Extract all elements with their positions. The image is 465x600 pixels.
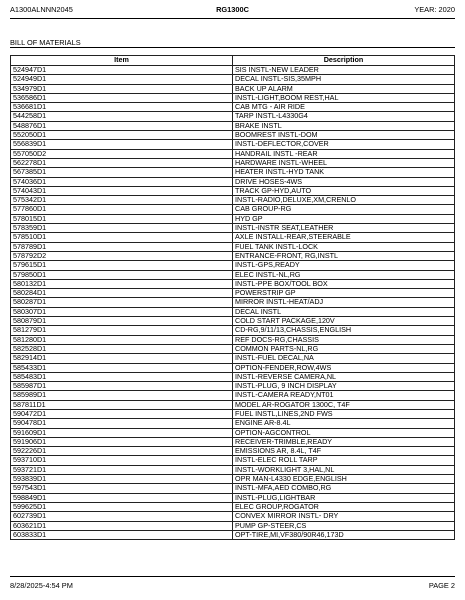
table-row [11, 521, 455, 530]
item-number-cell: 603833D1 [11, 530, 233, 539]
table-row [11, 372, 455, 381]
table-row [11, 484, 455, 493]
item-number-cell: 590472D1 [11, 409, 233, 418]
item-description-cell: FUEL INSTL,LINES,2ND FWS [233, 409, 455, 418]
item-number-cell: 575342D1 [11, 196, 233, 205]
model-name: RG1300C [216, 5, 249, 14]
item-description-cell: ELEC GROUP,ROGATOR [233, 502, 455, 511]
item-description-cell: CONVEX MIRROR INSTL- DRY [233, 512, 455, 521]
item-description-cell: PUMP GP-STEER,CS [233, 521, 455, 530]
item-number-cell: 574043D1 [11, 186, 233, 195]
item-description-cell: OPR MAN-L4330 EDGE,ENGLISH [233, 475, 455, 484]
item-number-cell: 592226D1 [11, 447, 233, 456]
item-description-cell: POWERSTRIP GP [233, 289, 455, 298]
table-row [11, 512, 455, 521]
table-row [11, 344, 455, 353]
table-row [11, 112, 455, 121]
item-number-cell: 581280D1 [11, 335, 233, 344]
table-row [11, 465, 455, 474]
item-number-cell: 574036D1 [11, 177, 233, 186]
table-row [11, 502, 455, 511]
item-description-cell: COLD START PACKAGE,120V [233, 317, 455, 326]
item-number-cell: 593710D1 [11, 456, 233, 465]
item-number-cell: 582914D1 [11, 354, 233, 363]
item-description-cell: SIS INSTL-NEW LEADER [233, 66, 455, 75]
item-number-cell: 591609D1 [11, 428, 233, 437]
item-description-cell: COMMON PARTS-NL,RG [233, 344, 455, 353]
table-row [11, 196, 455, 205]
item-number-cell: 580132D1 [11, 279, 233, 288]
table-row [11, 205, 455, 214]
item-description-cell: ENTRANCE-FRONT, RG,INSTL [233, 251, 455, 260]
table-row [11, 317, 455, 326]
item-description-cell: INSTL-REVERSE CAMERA,NL [233, 372, 455, 381]
item-description-cell: BACK UP ALARM [233, 84, 455, 93]
item-description-cell: ENGINE AR-8.4L [233, 419, 455, 428]
table-row [11, 121, 455, 130]
item-number-cell: 587811D1 [11, 400, 233, 409]
table-row [11, 84, 455, 93]
item-number-cell: 602739D1 [11, 512, 233, 521]
table-row [11, 289, 455, 298]
table-row [11, 103, 455, 112]
footer-rule [10, 576, 455, 577]
table-row [11, 224, 455, 233]
item-description-cell: TRACK GP-HYD,AUTO [233, 186, 455, 195]
table-header-row [11, 56, 455, 66]
item-number-cell: 562278D1 [11, 158, 233, 167]
item-number-cell: 536586D1 [11, 93, 233, 102]
item-number-cell: 590478D1 [11, 419, 233, 428]
item-number-cell: 578789D1 [11, 242, 233, 251]
table-row [11, 428, 455, 437]
item-number-cell: 534979D1 [11, 84, 233, 93]
model-year: YEAR: 2020 [414, 5, 455, 14]
item-description-cell: AXLE INSTALL-REAR,STEERABLE [233, 233, 455, 242]
column-header-item: Item [11, 56, 233, 66]
item-description-cell: OPTION-FENDER,ROW,4WS [233, 363, 455, 372]
table-row [11, 186, 455, 195]
item-number-cell: 585433D1 [11, 363, 233, 372]
item-description-cell: INSTL-PPE BOX/TOOL BOX [233, 279, 455, 288]
print-timestamp: 8/28/2025-4:54 PM [10, 581, 73, 590]
item-description-cell: TARP INSTL-L4330G4 [233, 112, 455, 121]
item-number-cell: 585987D1 [11, 382, 233, 391]
item-description-cell: INSTL-WORKLIGHT 3,HAL,NL [233, 465, 455, 474]
item-description-cell: INSTL-RADIO,DELUXE,XM,CRENLO [233, 196, 455, 205]
item-number-cell: 597543D1 [11, 484, 233, 493]
table-row [11, 75, 455, 84]
item-description-cell: INSTL-ELEC ROLL TARP [233, 456, 455, 465]
item-number-cell: 578792D2 [11, 251, 233, 260]
item-description-cell: OPTION-AGCONTROL [233, 428, 455, 437]
item-number-cell: 580307D1 [11, 307, 233, 316]
item-description-cell: HYD GP [233, 214, 455, 223]
table-row [11, 140, 455, 149]
table-row [11, 158, 455, 167]
item-description-cell: ELEC INSTL-NL,RG [233, 270, 455, 279]
table-row [11, 242, 455, 251]
item-description-cell: OPT-TIRE,MI,VF380/90R46,173D [233, 530, 455, 539]
item-number-cell: 598849D1 [11, 493, 233, 502]
table-row [11, 270, 455, 279]
table-row [11, 233, 455, 242]
item-number-cell: 593721D1 [11, 465, 233, 474]
page-footer [10, 580, 455, 592]
item-description-cell: HEATER INSTL-HYD TANK [233, 168, 455, 177]
item-number-cell: 567385D1 [11, 168, 233, 177]
table-row [11, 93, 455, 102]
item-number-cell: 548876D1 [11, 121, 233, 130]
item-number-cell: 578359D1 [11, 224, 233, 233]
item-description-cell: INSTL-PLUG,LIGHTBAR [233, 493, 455, 502]
item-number-cell: 544258D1 [11, 112, 233, 121]
item-number-cell: 524947D1 [11, 66, 233, 75]
document-id: A1300ALNNN2045 [10, 5, 73, 14]
section-rule [10, 47, 455, 48]
item-description-cell: INSTL-LIGHT,BOOM REST,HAL [233, 93, 455, 102]
item-description-cell: HANDRAIL INSTL -REAR [233, 149, 455, 158]
item-description-cell: INSTL-DEFLECTOR,COVER [233, 140, 455, 149]
table-row [11, 251, 455, 260]
bom-table-body [11, 66, 455, 540]
section-title: BILL OF MATERIALS [10, 38, 81, 47]
item-number-cell: 585483D1 [11, 372, 233, 381]
table-row [11, 475, 455, 484]
table-row [11, 419, 455, 428]
item-description-cell: INSTL-CAMERA READY,NT01 [233, 391, 455, 400]
item-description-cell: REF DOCS-RG,CHASSIS [233, 335, 455, 344]
table-row [11, 168, 455, 177]
item-description-cell: INSTL-FUEL DECAL,NA [233, 354, 455, 363]
item-number-cell: 580287D1 [11, 298, 233, 307]
item-description-cell: CD-RG,9/11/13,CHASSIS,ENGLISH [233, 326, 455, 335]
table-row [11, 363, 455, 372]
item-number-cell: 581279D1 [11, 326, 233, 335]
item-description-cell: MODEL AR-ROGATOR 1300C, T4F [233, 400, 455, 409]
table-row [11, 354, 455, 363]
item-description-cell: HARDWARE INSTL-WHEEL [233, 158, 455, 167]
table-row [11, 335, 455, 344]
item-description-cell: CAB GROUP-RG [233, 205, 455, 214]
item-number-cell: 578510D1 [11, 233, 233, 242]
item-number-cell: 579615D1 [11, 261, 233, 270]
table-row [11, 400, 455, 409]
table-row [11, 391, 455, 400]
item-description-cell: FUEL TANK INSTL-LOCK [233, 242, 455, 251]
table-row [11, 307, 455, 316]
item-number-cell: 557050D2 [11, 149, 233, 158]
table-row [11, 131, 455, 140]
column-header-description: Description [233, 56, 455, 66]
item-description-cell: EMISSIONS AR, 8.4L, T4F [233, 447, 455, 456]
item-description-cell: INSTL-INSTR SEAT,LEATHER [233, 224, 455, 233]
item-description-cell: DECAL INSTL [233, 307, 455, 316]
table-row [11, 214, 455, 223]
item-number-cell: 580879D1 [11, 317, 233, 326]
header-rule [10, 18, 455, 19]
table-row [11, 66, 455, 75]
item-number-cell: 536681D1 [11, 103, 233, 112]
table-row [11, 298, 455, 307]
item-description-cell: DRIVE HOSES-4WS [233, 177, 455, 186]
item-number-cell: 552050D1 [11, 131, 233, 140]
page-header [10, 4, 455, 16]
item-number-cell: 585989D1 [11, 391, 233, 400]
table-row [11, 382, 455, 391]
item-number-cell: 579850D1 [11, 270, 233, 279]
table-row [11, 456, 455, 465]
bom-table [10, 55, 455, 540]
table-row [11, 149, 455, 158]
item-description-cell: BOOMREST INSTL-DOM [233, 131, 455, 140]
item-description-cell: CAB MTG - AIR RIDE [233, 103, 455, 112]
item-description-cell: INSTL-MFA,AED COMBO,RG [233, 484, 455, 493]
table-row [11, 493, 455, 502]
item-description-cell: INSTL-GPS,READY [233, 261, 455, 270]
item-number-cell: 582528D1 [11, 344, 233, 353]
item-number-cell: 599625D1 [11, 502, 233, 511]
item-number-cell: 556839D1 [11, 140, 233, 149]
item-number-cell: 577860D1 [11, 205, 233, 214]
table-row [11, 437, 455, 446]
page-number: PAGE 2 [428, 581, 455, 590]
item-number-cell: 524949D1 [11, 75, 233, 84]
table-row [11, 261, 455, 270]
item-number-cell: 593839D1 [11, 475, 233, 484]
item-number-cell: 603621D1 [11, 521, 233, 530]
table-row [11, 409, 455, 418]
item-description-cell: DECAL INSTL-SIS,35MPH [233, 75, 455, 84]
item-description-cell: MIRROR INSTL-HEAT/ADJ [233, 298, 455, 307]
item-number-cell: 578015D1 [11, 214, 233, 223]
table-row [11, 177, 455, 186]
item-description-cell: INSTL-PLUG, 9 INCH DISPLAY [233, 382, 455, 391]
item-description-cell: RECEIVER-TRIMBLE,READY [233, 437, 455, 446]
item-number-cell: 580284D1 [11, 289, 233, 298]
table-row [11, 530, 455, 539]
table-row [11, 326, 455, 335]
item-number-cell: 591906D1 [11, 437, 233, 446]
item-description-cell: BRAKE INSTL [233, 121, 455, 130]
table-row [11, 279, 455, 288]
table-row [11, 447, 455, 456]
